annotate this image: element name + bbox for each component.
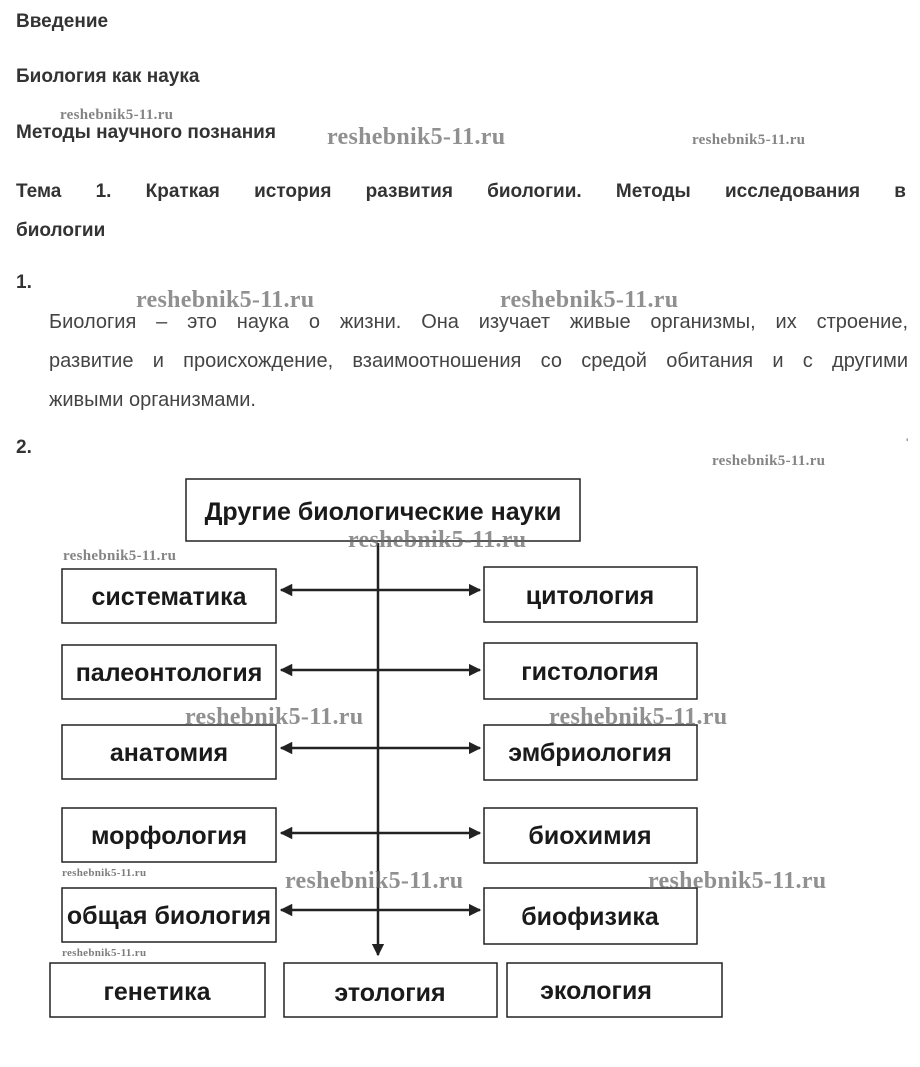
box-right-3 [484, 725, 697, 780]
item1-line: Биология – это наука о жизни. Она изучает живые организмы, их строение, [49, 311, 908, 333]
box-left-5 [62, 888, 276, 942]
watermark: reshebnik5-11.ru [549, 704, 728, 730]
heading-topic-line2: биологии [16, 220, 106, 241]
item-number-1: 1. [16, 272, 32, 293]
box-label: гистология [521, 658, 659, 686]
heading-methods: Методы научного познания [16, 122, 276, 143]
box-label: цитология [525, 582, 655, 610]
box-label: систематика [91, 583, 247, 611]
box-label: анатомия [109, 739, 229, 767]
box-bottom-1 [50, 963, 265, 1017]
stray-dot: ' [906, 436, 909, 450]
box-label: биохимия [528, 822, 652, 850]
box-left-1 [62, 569, 276, 623]
box-label: экология [540, 977, 652, 1005]
watermark: reshebnik5-11.ru [62, 867, 147, 879]
box-label: морфология [90, 822, 248, 850]
watermark: reshebnik5-11.ru [62, 947, 147, 959]
watermark: reshebnik5-11.ru [60, 107, 174, 123]
watermark: reshebnik5-11.ru [712, 453, 826, 469]
heading-intro: Введение [16, 11, 109, 32]
watermark: reshebnik5-11.ru [63, 548, 177, 564]
box-left-4 [62, 808, 276, 862]
item-number-2: 2. [16, 437, 32, 458]
watermark: reshebnik5-11.ru [348, 527, 527, 553]
box-left-2 [62, 645, 276, 699]
watermark: reshebnik5-11.ru [136, 287, 315, 313]
box-right-2 [484, 643, 697, 699]
box-bottom-3 [507, 963, 722, 1017]
root-label: Другие биологические науки [204, 498, 562, 526]
watermark: reshebnik5-11.ru [327, 124, 506, 150]
box-label: палеонтология [75, 659, 263, 687]
box-label: биофизика [521, 903, 659, 931]
box-bottom-2 [284, 963, 497, 1017]
box-left-3 [62, 725, 276, 779]
box-label: генетика [103, 978, 211, 1006]
box-right-5 [484, 888, 697, 944]
box-right-4 [484, 808, 697, 863]
watermark: reshebnik5-11.ru [285, 868, 464, 894]
item1-line: развитие и происхождение, взаимоотношения со средой обитания и с другими [49, 350, 908, 372]
watermark: reshebnik5-11.ru [692, 132, 806, 148]
heading-biology-as-science: Биология как наука [16, 66, 200, 87]
box-label: эмбриология [508, 739, 672, 767]
box-label: этология [334, 979, 446, 1007]
watermark: reshebnik5-11.ru [500, 287, 679, 313]
heading-topic-line1: Тема 1. Краткая история развития биологии. Методы исследования в [16, 181, 906, 202]
box-right-1 [484, 567, 697, 622]
watermark: reshebnik5-11.ru [185, 704, 364, 730]
box-label: общая биология [66, 902, 272, 930]
item1-line: живыми организмами. [49, 389, 256, 411]
watermark: reshebnik5-11.ru [648, 868, 827, 894]
